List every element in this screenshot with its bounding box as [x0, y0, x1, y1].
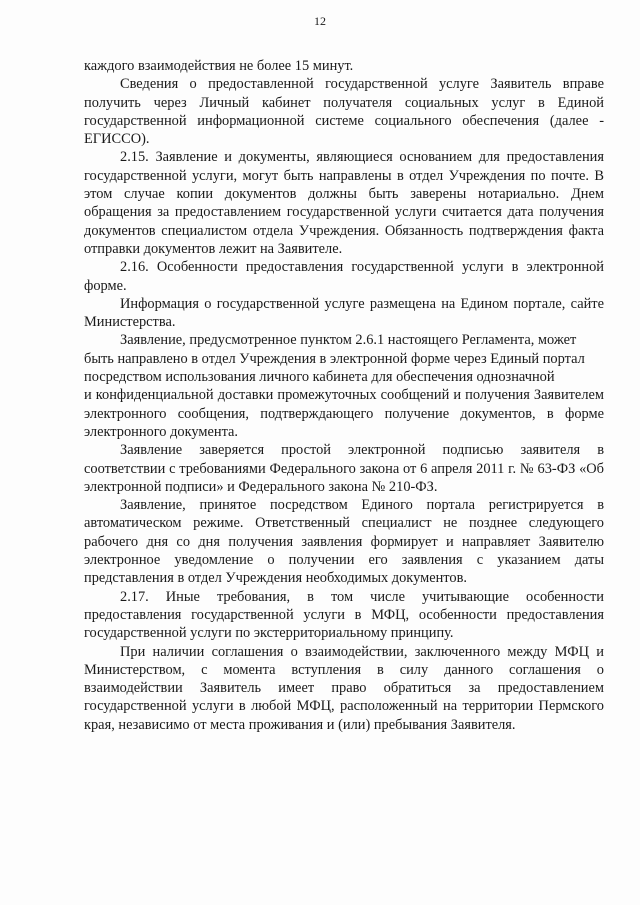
paragraph-portal-info: Информация о государственной услуге размещена на Едином портале, сайте Министерства.: [84, 295, 604, 331]
paragraph-electronic-application: Заявление, предусмотренное пунктом 2.6.1 настоящего Регламента, может быть направлено в отдел Учреждения в электронной форме через Единый портал посредством использования личного кабинета для обеспечения однозначной: [84, 332, 585, 386]
paragraph-2-15-mail-submission: 2.15. Заявление и документы, являющиеся основанием для предоставления государственной услуги, могут быть направлены в отдел Учреждения по почте. В этом случае копии документов должны быть заверены нотариально. Днем обращения за предоставлением государственной услуги считается дата получения документов специалистом отдела Учреждения. Обязанность подтверждения факта отправки документов лежит на Заявителе.: [84, 149, 604, 257]
page-number: 12: [314, 14, 326, 28]
document-body: [84, 57, 604, 734]
paragraph-confidential-delivery: и конфиденциальной доставки промежуточных сообщений и получения Заявителем электронного сообщения, подтверждающего получение документов, в форме электронного документа.: [84, 387, 604, 440]
paragraph-egisso-info: Сведения о предоставленной государственной услуге Заявитель вправе получить через Личный кабинет получателя социальных услуг в Единой государственной информационной системе социального обеспечения (далее - ЕГИССО).: [84, 76, 604, 148]
paragraph-electronic-signature: Заявление заверяется простой электронной подписью заявителя в соответствии с требованиями Федерального закона от 6 апреля 2011 г. № 63-ФЗ «Об электронной подписи» и Федерального закона № 210-ФЗ.: [84, 442, 604, 495]
paragraph-automatic-registration: Заявление, принятое посредством Единого портала регистрируется в автоматическом режиме. Ответственный специалист не позднее следующего рабочего дня со дня получения заявления формирует и направляет Заявителю электронное уведомление о получении его заявления с указанием даты представления в отдел Учреждения необходимых документов.: [84, 497, 604, 587]
paragraph-continuation: каждого взаимодействия не более 15 минут.: [84, 58, 354, 74]
paragraph-2-16-heading: 2.16. Особенности предоставления государственной услуги в электронной форме.: [84, 259, 604, 294]
paragraph-2-17-other-requirements: 2.17. Иные требования, в том числе учитывающие особенности предоставления государственной услуги в МФЦ, особенности предоставления государственной услуги по экстерриториальному принципу.: [84, 588, 604, 642]
paragraph-mfc-agreement: При наличии соглашения о взаимодействии, заключенного между МФЦ и Министерством, с момента вступления в силу данного соглашения о взаимодействии Заявитель имеет право обратиться за предоставлением государственной услуги в любой МФЦ, расположенный на территории Пермского края, независимо от места проживания и (или) пребывания Заявителя.: [84, 643, 604, 733]
